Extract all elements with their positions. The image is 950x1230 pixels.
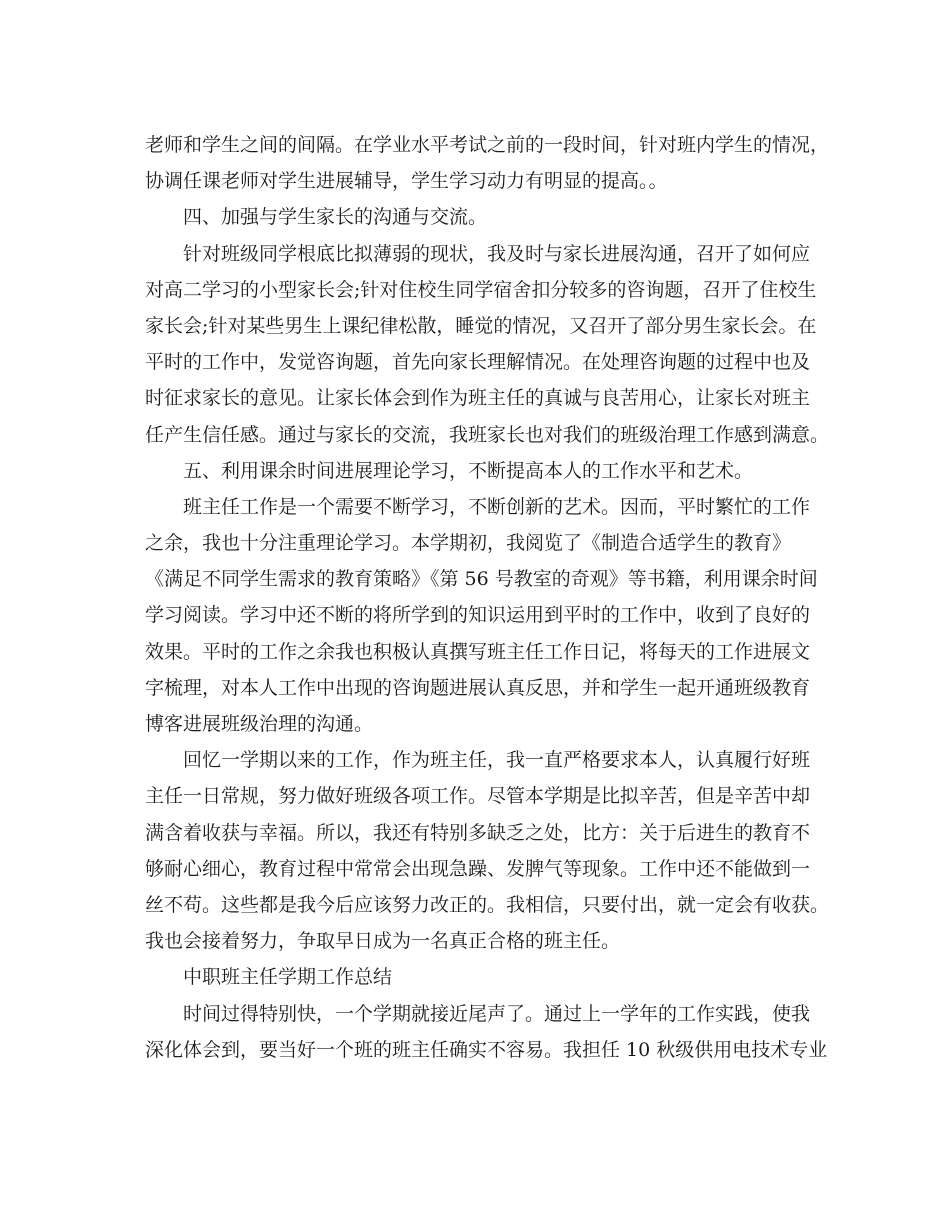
text-line: 五、利用课余时间进展理论学习，不断提高本人的工作水平和艺术。: [183, 459, 754, 482]
text-line: 字梳理，对本人工作中出现的咨询题进展认真反思，并和学生一起开通班级教育: [145, 676, 811, 699]
text-line: 针对班级同学根底比拟薄弱的现状，我及时与家长进展沟通，召开了如何应: [183, 242, 811, 265]
text-line: 够耐心细心，教育过程中常常会出现急躁、发脾气等现象。工作中还不能做到一: [145, 857, 811, 880]
text-line: 我也会接着努力，争取早日成为一名真正合格的班主任。: [145, 930, 621, 953]
text-line: 之余，我也十分注重理论学习。本学期初，我阅览了《制造合适学生的教育》: [145, 532, 792, 555]
text-line: 任产生信任感。通过与家长的交流，我班家长也对我们的班级治理工作感到满意。: [145, 423, 830, 446]
text-line: 博客进展班级治理的沟通。: [145, 713, 374, 735]
text-line: 中职班主任学期工作总结: [183, 966, 393, 989]
text-line: 时征求家长的意见。让家长体会到作为班主任的真诚与良苦用心，让家长对班主: [145, 387, 811, 410]
text-line: 老师和学生之间的间隔。在学业水平考试之前的一段时间，针对班内学生的情况，: [145, 134, 830, 156]
text-line: 班主任工作是一个需要不断学习，不断创新的艺术。因而，平时繁忙的工作: [183, 495, 811, 518]
text-line: 《满足不同学生需求的教育策略》《第 56 号教室的奇观》等书籍，利用课余时间: [145, 568, 818, 591]
text-line: 主任一日常规，努力做好班级各项工作。尽管本学期是比拟辛苦，但是辛苦中却: [145, 785, 811, 808]
text-line: 回忆一学期以来的工作，作为班主任，我一直严格要求本人，认真履行好班: [183, 749, 811, 772]
document-body: [145, 127, 830, 1068]
text-line: 对高二学习的小型家长会;针对住校生同学宿舍扣分较多的咨询题，召开了住校生: [145, 278, 817, 301]
text-line: 效果。平时的工作之余我也积极认真撰写班主任工作日记，将每天的工作进展文: [145, 640, 811, 663]
text-line: 家长会;针对某些男生上课纪律松散，睡觉的情况，又召开了部分男生家长会。在: [145, 314, 817, 337]
text-line: 协调任课老师对学生进展辅导，学生学习动力有明显的提高。。: [145, 170, 668, 193]
text-line: 深化体会到，要当好一个班的班主任确实不容易。我担任 10 秋级供用电技术专业: [145, 1038, 828, 1061]
text-line: 满含着收获与幸福。所以，我还有特别多缺乏之处，比方：关于后进生的教育不: [145, 821, 811, 844]
text-line: 丝不苟。这些都是我今后应该努力改正的。我相信，只要付出，就一定会有收获。: [145, 893, 830, 916]
text-line: 学习阅读。学习中还不断的将所学到的知识运用到平时的工作中，收到了良好的: [145, 604, 811, 627]
text-line: 时间过得特别快，一个学期就接近尾声了。通过上一学年的工作实践，使我: [183, 1002, 811, 1025]
text-line: 平时的工作中，发觉咨询题，首先向家长理解情况。在处理咨询题的过程中也及: [145, 351, 811, 374]
text-line: 四、加强与学生家长的沟通与交流。: [183, 206, 488, 229]
